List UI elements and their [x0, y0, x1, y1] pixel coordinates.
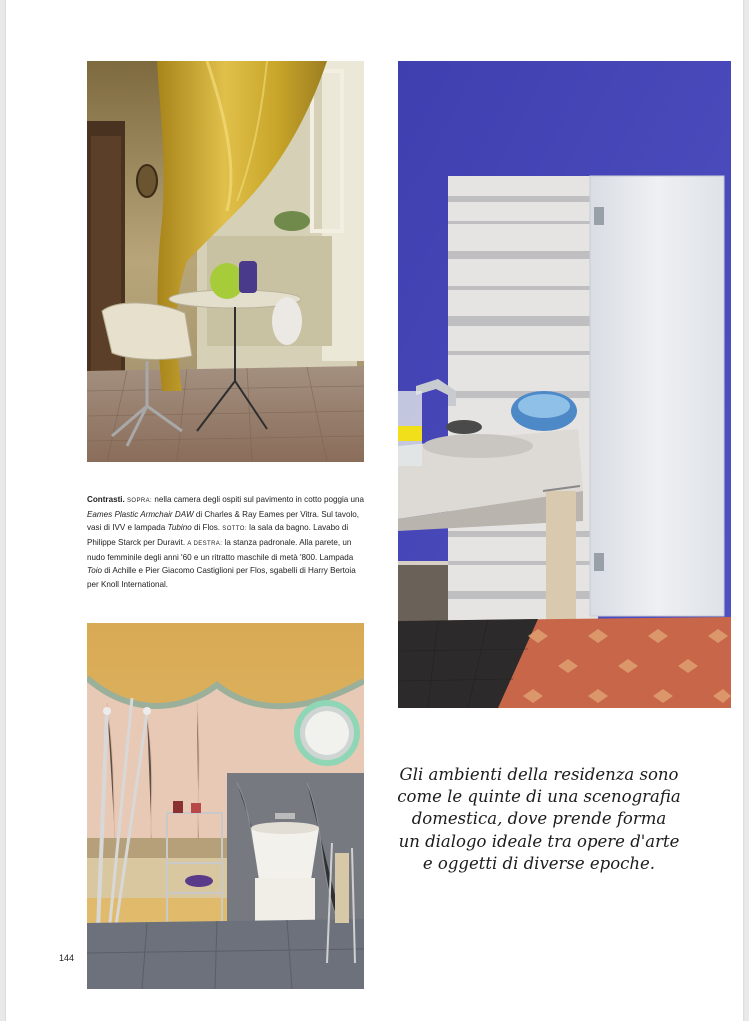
page-number: 144: [59, 953, 75, 963]
bathroom-photo: [87, 623, 364, 989]
quote-line: un dialogo ideale tra opere d'arte: [398, 831, 680, 851]
quote-line: Gli ambienti della residenza sono: [399, 765, 679, 784]
caption-label-destra: A DESTRA:: [187, 541, 223, 548]
magazine-page: [6, 0, 743, 1021]
caption-title: Contrasti.: [87, 495, 125, 504]
caption-text: di Charles & Ray Eames per Vitra. Sul tavolo, vasi di IVV e lampada: [87, 510, 359, 533]
pull-quote: [386, 764, 692, 875]
guest-room-photo: [87, 61, 364, 462]
caption-label-sopra: SOPRA:: [127, 498, 153, 504]
caption-label-sotto: SOTTO:: [222, 526, 247, 533]
quote-line: e oggetti di diverse epoche.: [422, 853, 656, 873]
master-room-photo: [398, 61, 731, 708]
quote-line: come le quinte di una scenografia: [397, 787, 681, 807]
caption-product: Eames Plastic Armchair DAW: [87, 510, 194, 520]
caption-text: la sala da bagno. Lavabo di Philippe Starck per Duravit.: [87, 523, 349, 548]
caption-text: di Achille e Pier Giacomo Castiglioni per Flos, sgabelli di Harry Bertoia per Knoll International.: [87, 566, 356, 589]
caption-text: la stanza padronale. Alla parete, un nudo femminile degli anni '60 e un ritratto maschile di metà '800. Lampada: [87, 538, 354, 563]
quote-line: domestica, dove prende forma: [411, 809, 667, 829]
photo-caption: [87, 493, 369, 591]
caption-product: Toio: [87, 566, 103, 576]
caption-product: Tubino: [167, 523, 192, 533]
caption-text: nella camera degli ospiti sul pavimento in cotto poggia una: [154, 495, 365, 504]
caption-text: di Flos.: [193, 523, 221, 533]
